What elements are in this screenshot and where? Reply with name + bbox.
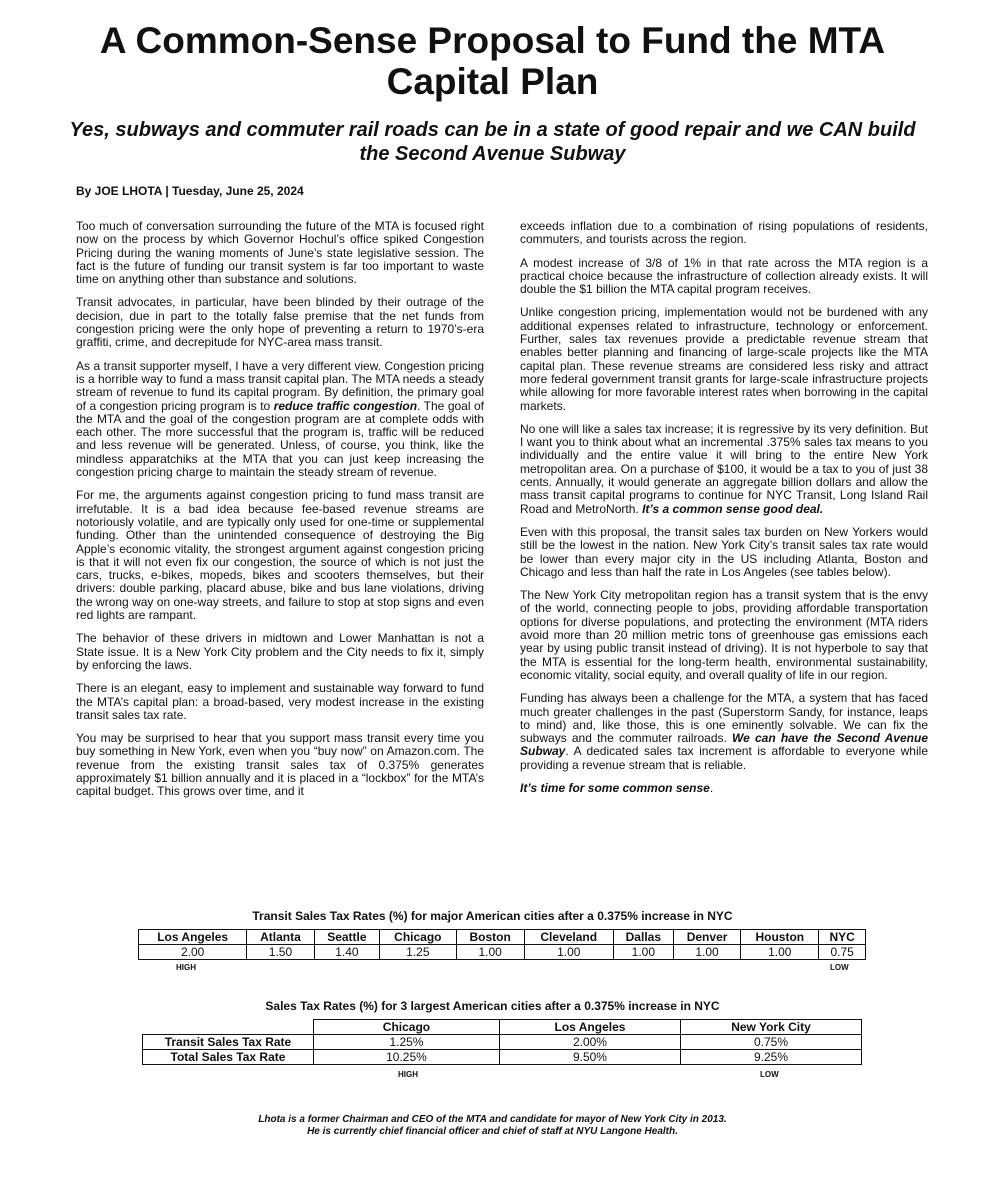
rate-cell: 1.00 xyxy=(456,945,524,960)
paragraph: For me, the arguments against congestion pricing to fund mass transit are irrefutable. It is a bad idea because fee-based revenue streams are notoriously volatile, and are typically only used for one-time or supplemental funding. Other than the unintended consequence of destroying the Big Apple’s economic vitality, the strongest argument against congestion pricing is that it will not even fix our congestion, the source of which is not just the cars, trucks, e-bikes, mopeds, bikes and scooters themselves, but their drivers: double parking, placard abuse, bike and bus lane violations, driving the wrong way on one-way streets, and failure to stop at stop signs and even red lights are rampant. xyxy=(76,488,484,623)
rate-cell: 1.00 xyxy=(673,945,740,960)
rate-cell: 1.00 xyxy=(741,945,819,960)
city-header: Boston xyxy=(456,930,524,945)
rate-cell: 1.40 xyxy=(314,945,380,960)
empty-cell xyxy=(143,1020,314,1035)
city-header: Seattle xyxy=(314,930,380,945)
paragraph: Transit advocates, in particular, have been blinded by their outrage of the decision, due in part to the totally false premise that the net funds from congestion pricing were the only hope of preventing a return to 1970’s-era graffiti, crime, and decrepitude for NYC-area mass transit. xyxy=(76,295,484,350)
paragraph: exceeds inflation due to a combination of rising populations of residents, commuters, and tourists across the region. xyxy=(520,219,928,247)
city-header: Dallas xyxy=(613,930,673,945)
table-row xyxy=(143,1050,862,1065)
city-header: New York City xyxy=(680,1020,861,1035)
city-header: Chicago xyxy=(313,1020,499,1035)
paragraph xyxy=(520,782,928,795)
rate-cell: 0.75 xyxy=(819,945,866,960)
paragraph-text: . The goal of the MTA and the goal of the congestion program are at complete odds with each other. The more successful that the program is, traffic will be reduced and less revenue will be generated. Unless, of course, you think, like the mindless apparatchiks at the MTA that you can just keep increasing the congestion pricing charge to maintain the steady stream of revenue. xyxy=(76,398,484,480)
rate-cell: 9.25% xyxy=(680,1050,861,1065)
byline: By JOE LHOTA | Tuesday, June 25, 2024 xyxy=(76,184,304,198)
city-header: Los Angeles xyxy=(139,930,247,945)
table-header-row xyxy=(139,930,866,945)
paragraph: Even with this proposal, the transit sales tax burden on New Yorkers would still be the lowest in the nation. New York City’s transit sales tax rate would be lower than every major city in the US including Atlanta, Boston and Chicago and less than half the rate in Los Angeles (see tables below). xyxy=(520,524,928,579)
table-title: Transit Sales Tax Rates (%) for major American cities after a 0.375% increase in NYC xyxy=(252,909,733,923)
city-header: Denver xyxy=(673,930,740,945)
low-label: LOW xyxy=(760,1070,779,1079)
rate-cell: 1.25% xyxy=(313,1035,499,1050)
paragraph-text: . A dedicated sales tax increment is affordable to everyone while providing a revenue stream that is reliable. xyxy=(520,744,928,772)
row-label: Total Sales Tax Rate xyxy=(143,1050,314,1065)
rate-cell: 10.25% xyxy=(313,1050,499,1065)
emphasis-text: We can have the Second Avenue Subway xyxy=(520,731,928,759)
city-header: Los Angeles xyxy=(499,1020,680,1035)
city-header: Atlanta xyxy=(247,930,314,945)
city-header: Cleveland xyxy=(524,930,613,945)
paragraph: There is an elegant, easy to implement and sustainable way forward to fund the MTA’s capital plan: a broad-based, very modest increase in the existing transit sales tax rate. xyxy=(76,681,484,722)
paragraph xyxy=(520,423,928,516)
paragraph: The New York City metropolitan region has a transit system that is the envy of the world, connecting people to jobs, providing affordable transportation options for diverse populations, and protecting the environment (MTA riders avoid more than 20 million metric tons of greenhouse gas emissions each year by using public transit instead of driving). It is not hyperbole to say that the MTA is essential for the long-term health, environmental sustainability, economic vitality, social equity, and overall quality of life in our region. xyxy=(520,588,928,682)
right-column xyxy=(520,220,928,805)
rate-cell: 1.00 xyxy=(613,945,673,960)
transit-tax-table-section xyxy=(0,909,985,926)
transit-tax-table xyxy=(138,929,866,960)
paragraph: You may be surprised to hear that you support mass transit every time you buy something in New York, even when you “buy now” on Amazon.com. The revenue from the existing transit sales tax of 0.375% generates approximately $1 billion annually and it is placed in a “lockbox” for the MTA’s capital budget. This grows over time, and it xyxy=(76,731,484,799)
paragraph: The behavior of these drivers in midtown and Lower Manhattan is not a State issue. It is a New York City problem and the City needs to fix it, simply by enforcing the laws. xyxy=(76,631,484,672)
rate-cell: 0.75% xyxy=(680,1035,861,1050)
paragraph xyxy=(520,692,928,772)
paragraph-text: . xyxy=(709,780,714,795)
rate-cell: 1.25 xyxy=(380,945,456,960)
city-header: NYC xyxy=(819,930,866,945)
low-label: LOW xyxy=(830,963,849,972)
table-header-row xyxy=(143,1020,862,1035)
rate-cell: 1.50 xyxy=(247,945,314,960)
author-bio xyxy=(0,1114,985,1138)
paragraph xyxy=(76,360,484,480)
rate-cell: 2.00 xyxy=(139,945,247,960)
paragraph-text: Funding has always been a challenge for the MTA, a system that has faced much greater challenges in the past (Superstorm Sandy, for instance, leaps to mind) and, like those, this is one eminently solvable. We can fix the subways and the commuter railroads. xyxy=(520,691,928,746)
rate-cell: 2.00% xyxy=(499,1035,680,1050)
emphasis-text: reduce traffic congestion xyxy=(273,398,418,413)
rate-cell: 9.50% xyxy=(499,1050,680,1065)
table-row xyxy=(143,1035,862,1050)
paragraph: Too much of conversation surrounding the future of the MTA is focused right now on the process by which Governor Hochul’s office spiked Congestion Pricing during the waning moments of June’s state legislative session. The fact is the future of funding our transit system is far too important to waste time on anything other than substance and solutions. xyxy=(76,219,484,287)
sales-tax-table xyxy=(142,1019,862,1065)
emphasis-text: It’s time for some common sense xyxy=(520,780,710,795)
article-subtitle: Yes, subways and commuter rail roads can be in a state of good repair and we CAN build the Second Avenue Subway xyxy=(69,119,916,165)
table-row xyxy=(139,945,866,960)
city-header: Houston xyxy=(741,930,819,945)
high-label: HIGH xyxy=(398,1070,418,1079)
city-header: Chicago xyxy=(380,930,456,945)
emphasis-text: It’s a common sense good deal. xyxy=(642,501,824,516)
paragraph-text: As a transit supporter myself, I have a very different view. Congestion pricing is a horrible way to fund a mass transit capital plan. The MTA needs a steady stream of revenue to fund its capital program. By definition, the primary goal of a congestion pricing program is to xyxy=(76,358,484,413)
author-bio-line: Lhota is a former Chairman and CEO of the MTA and candidate for mayor of New York City in 2013. xyxy=(258,1114,727,1125)
paragraph: A modest increase of 3/8 of 1% in that rate across the MTA region is a practical choice because the infrastructure of collection already exists. It will double the $1 billion the MTA capital program receives. xyxy=(520,255,928,297)
table-title: Sales Tax Rates (%) for 3 largest American cities after a 0.375% increase in NYC xyxy=(265,999,720,1013)
rate-cell: 1.00 xyxy=(524,945,613,960)
paragraph: Unlike congestion pricing, implementation would not be burdened with any additional expenses related to infrastructure, technology or enforcement. Further, sales tax revenues provide a predictable revenue stream that enables better planning and financing of large-scale projects like the MTA capital plan. These revenue streams are considered less risky and attract more federal government transit grants for large-scale infrastructure projects while allowing for more favorable interest rates when borrowing in the capital markets. xyxy=(520,305,928,413)
left-column xyxy=(76,220,484,809)
row-label: Transit Sales Tax Rate xyxy=(143,1035,314,1050)
paragraph-text: No one will like a sales tax increase; it is regressive by its very definition. But I want you to think about what an incremental .375% sales tax means to you individually and the entire value it will bring to the entire New York metropolitan area. On a purchase of $100, it would be a tax to you of just 38 cents. Annually, it would generate an aggregate billion dollars and allow the mass transit capital programs to continue for NYC Transit, Long Island Rail Road and MetroNorth. xyxy=(520,421,928,516)
high-label: HIGH xyxy=(176,963,196,972)
sales-tax-table-section xyxy=(0,999,985,1016)
article-title: A Common-Sense Proposal to Fund the MTA Capital Plan xyxy=(99,20,886,102)
author-bio-line: He is currently chief financial officer and chief of staff at NYU Langone Health. xyxy=(307,1126,678,1137)
